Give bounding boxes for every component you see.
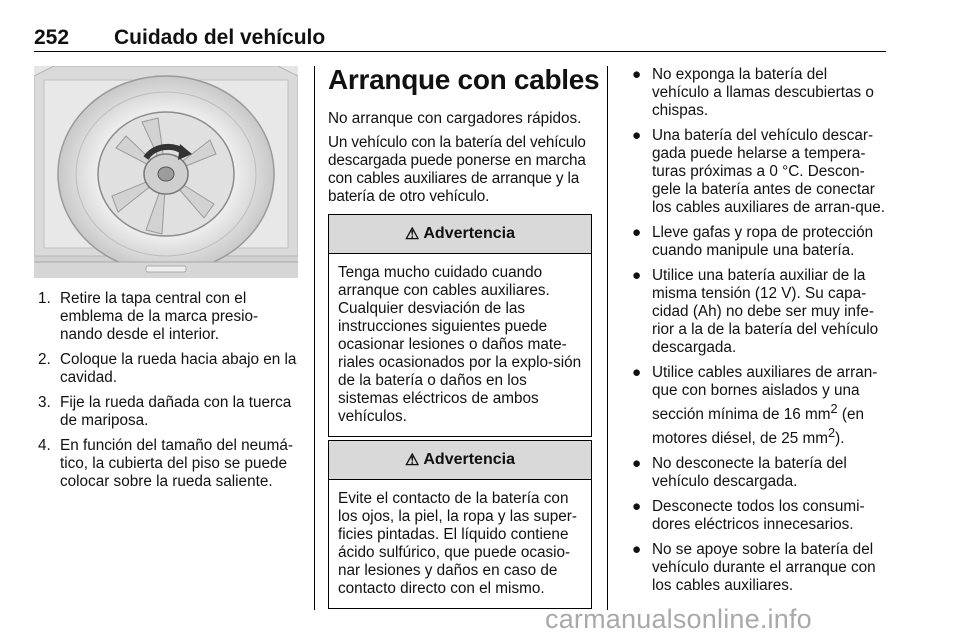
page-header	[34, 18, 886, 48]
list-item-text: No desconecte la batería del vehículo descargada.	[652, 455, 847, 491]
spare-wheel-illustration	[34, 66, 298, 278]
superscript-2: 2	[830, 401, 838, 416]
paragraph-fast-chargers: No arranque con cargadores rápidos.	[328, 110, 582, 127]
list-item-text: Lleve gafas y ropa de protección cuando manipule una batería.	[652, 224, 874, 259]
column-divider-left	[314, 66, 315, 610]
cables-text-start: Utilice cables auxiliares de arran-que con bornes aislados y una sección mínima de 16 mm	[652, 364, 878, 424]
list-item-text: Una batería del vehículo descar-gada puede helarse a tempera-turas próximas a 0 °C. Descon-gele la batería antes de conectar los cables auxiliares de arran-que.	[652, 127, 885, 216]
bullet-icon: ●	[632, 541, 642, 559]
list-item	[630, 127, 888, 217]
list-item-text: Desconecte todos los consumi-dores eléctricos innecesarios.	[652, 498, 865, 534]
step-number: 1.	[38, 290, 51, 307]
superscript-2: 2	[828, 425, 836, 441]
warning-header	[329, 215, 591, 254]
list-item-text: No se apoye sobre la batería del vehículo durante el arranque con los cables auxiliares.	[652, 541, 876, 595]
warning-label: Advertencia	[423, 451, 515, 468]
bullet-icon: ●	[632, 364, 642, 381]
cables-text-middle: (en motores diésel, de 25 mm	[652, 406, 864, 448]
list-item-text: Utilice una batería auxiliar de la misma tensión (12 V). Su capa-cidad (Ah) no debe ser muy infe-rior a la de la batería del vehículo descargada.	[652, 267, 879, 356]
step-text: Coloque la rueda hacia abajo en la cavidad.	[60, 351, 297, 386]
paragraph-jump-start: Un vehículo con la batería del vehículo descargada puede ponerse en marcha con cables auxiliares de arranque y la batería de otro vehículo.	[328, 134, 586, 205]
step-number: 4.	[38, 437, 51, 454]
step-text: Fije la rueda dañada con la tuerca de mariposa.	[60, 394, 292, 429]
bullet-icon: ●	[632, 224, 642, 241]
column-divider-right	[607, 66, 608, 610]
bullet-icon: ●	[632, 127, 642, 144]
section-heading: Arranque con cables	[328, 64, 600, 95]
list-item	[630, 455, 888, 491]
list-item	[630, 541, 888, 595]
list-item	[630, 224, 888, 260]
step-text: En función del tamaño del neumá-tico, la cubierta del piso se puede colocar sobre la rueda saliente.	[60, 437, 294, 490]
warning-box	[328, 214, 592, 437]
step-item	[38, 437, 300, 491]
step-number: 2.	[38, 351, 51, 368]
bullet-icon: ●	[632, 498, 642, 516]
list-item-text: No exponga la batería del vehículo a llamas descubiertas o chispas.	[652, 66, 874, 119]
list-item	[630, 498, 888, 534]
warning-header	[329, 441, 591, 480]
list-item	[630, 267, 888, 357]
bullet-icon: ●	[632, 455, 642, 473]
step-number: 3.	[38, 394, 51, 411]
watermark: carmanualsonline.info	[545, 604, 812, 634]
precautions-list	[630, 66, 888, 602]
header-rule	[34, 51, 886, 52]
list-item	[630, 364, 888, 448]
warning-box	[328, 440, 592, 609]
step-item	[38, 351, 300, 387]
warning-text: Tenga mucho cuidado cuando arranque con cables auxiliares. Cualquier desviación de las instrucciones siguientes puede ocasionar lesiones o daños mate-riales ocasionados por la explo-sión de la batería o daños en los sistemas eléctricos de ambos vehículos.	[338, 264, 582, 425]
warning-triangle-icon: ⚠	[405, 452, 420, 469]
warning-label: Advertencia	[423, 225, 515, 242]
bullet-icon: ●	[632, 66, 642, 83]
warning-triangle-icon: ⚠	[405, 226, 420, 243]
warning-text: Evite el contacto de la batería con los ojos, la piel, la ropa y las super-ficies pintadas. El líquido contiene ácido sulfúrico, que puede ocasio-nar lesiones y daños en caso de contacto directo con el mismo.	[338, 490, 577, 597]
step-text: Retire la tapa central con el emblema de la marca presio-nando desde el interior.	[60, 290, 259, 343]
step-item	[38, 290, 300, 344]
instruction-steps	[38, 290, 300, 498]
list-item	[630, 66, 888, 120]
cables-text-end: ).	[835, 430, 845, 448]
page-number: 252	[34, 26, 70, 49]
section-title: Cuidado del vehículo	[114, 26, 326, 49]
step-item	[38, 394, 300, 430]
bullet-icon: ●	[632, 267, 642, 284]
list-item-text	[652, 364, 877, 447]
